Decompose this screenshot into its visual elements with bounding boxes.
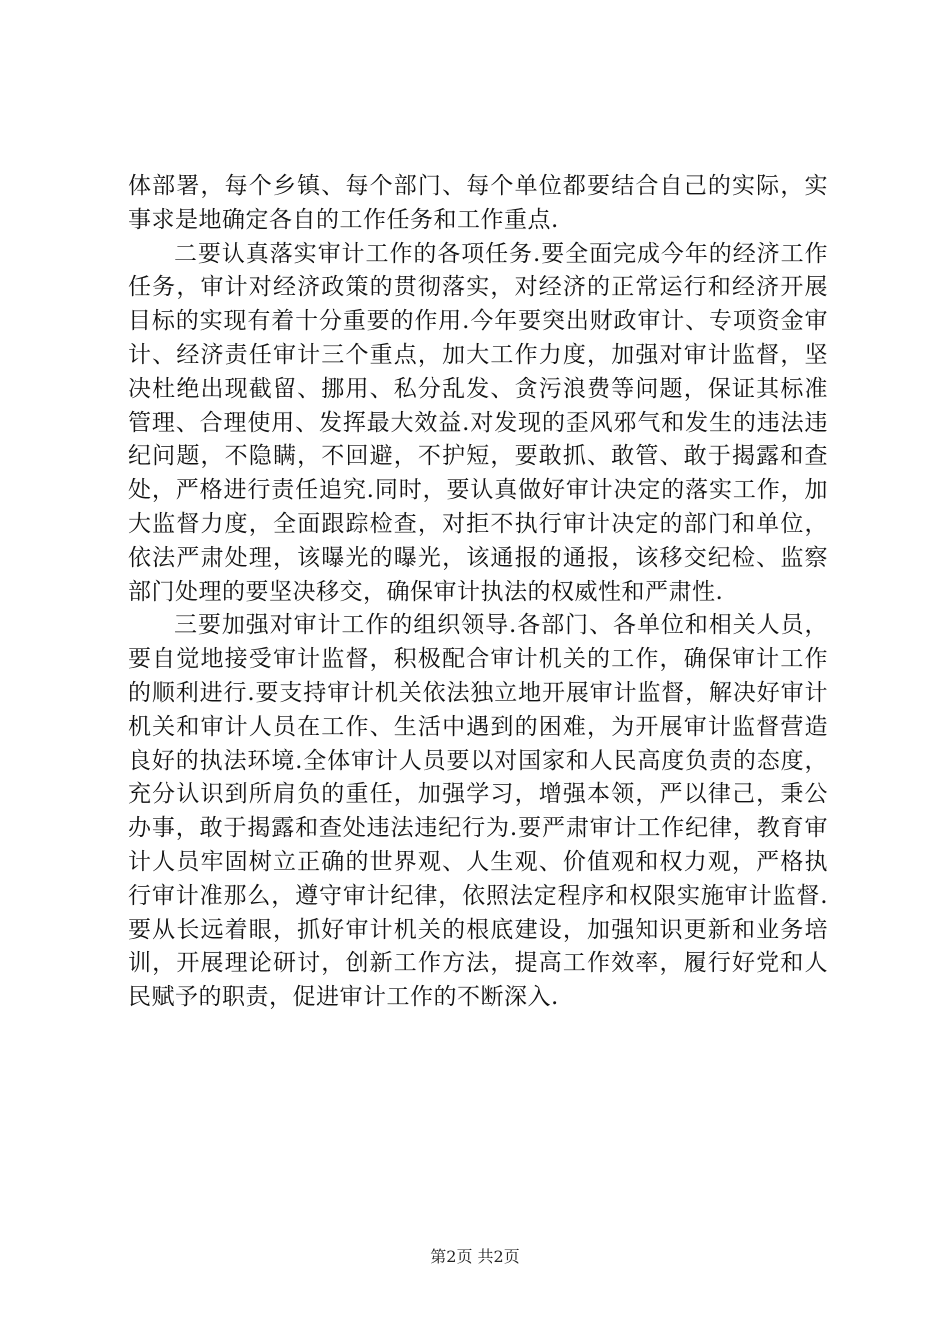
body-text: [128, 170, 828, 1015]
paragraph-second-task: 二要认真落实审计工作的各项任务.要全面完成今年的经济工作任务，审计对经济政策的贯彻落实，对经济的正常运行和经济开展目标的实现有着十分重要的作用.今年要突出财政审计、专项资金审计、经济责任审计三个重点，加大工作力度，加强对审计监督，坚决杜绝出现截留、挪用、私分乱发、贪污浪费等问题，保证其标准管理、合理使用、发挥最大效益.对发现的歪风邪气和发生的违法违纪问题，不隐瞒，不回避，不护短，要敢抓、敢管、敢于揭露和查处，严格进行责任追究.同时，要认真做好审计决定的落实工作，加大监督力度，全面跟踪检查，对拒不执行审计决定的部门和单位，依法严肃处理，该曝光的曝光，该通报的通报，该移交纪检、监察部门处理的要坚决移交，确保审计执法的权威性和严肃性.: [128, 240, 828, 605]
page-footer: 第2页 共2页: [430, 1247, 520, 1266]
paragraph-continuation: 体部署，每个乡镇、每个部门、每个单位都要结合自己的实际，实事求是地确定各自的工作任务和工作重点.: [128, 173, 828, 233]
paragraph-third-task: 三要加强对审计工作的组织领导.各部门、各单位和相关人员，要自觉地接受审计监督，积极配合审计机关的工作，确保审计工作的顺利进行.要支持审计机关依法独立地开展审计监督，解决好审计机关和审计人员在工作、生活中遇到的困难，为开展审计监督营造良好的执法环境.全体审计人员要以对国家和人民高度负责的态度，充分认识到所肩负的重任，加强学习，增强本领，严以律己，秉公办事，敢于揭露和查处违法违纪行为.要严肃审计工作纪律，教育审计人员牢固树立正确的世界观、人生观、价值观和权力观，严格执行审计准那么，遵守审计纪律，依照法定程序和权限实施审计监督.要从长远着眼，抓好审计机关的根底建设，加强知识更新和业务培训，开展理论研讨，创新工作方法，提高工作效率，履行好党和人民赋予的职责，促进审计工作的不断深入.: [128, 612, 828, 1011]
